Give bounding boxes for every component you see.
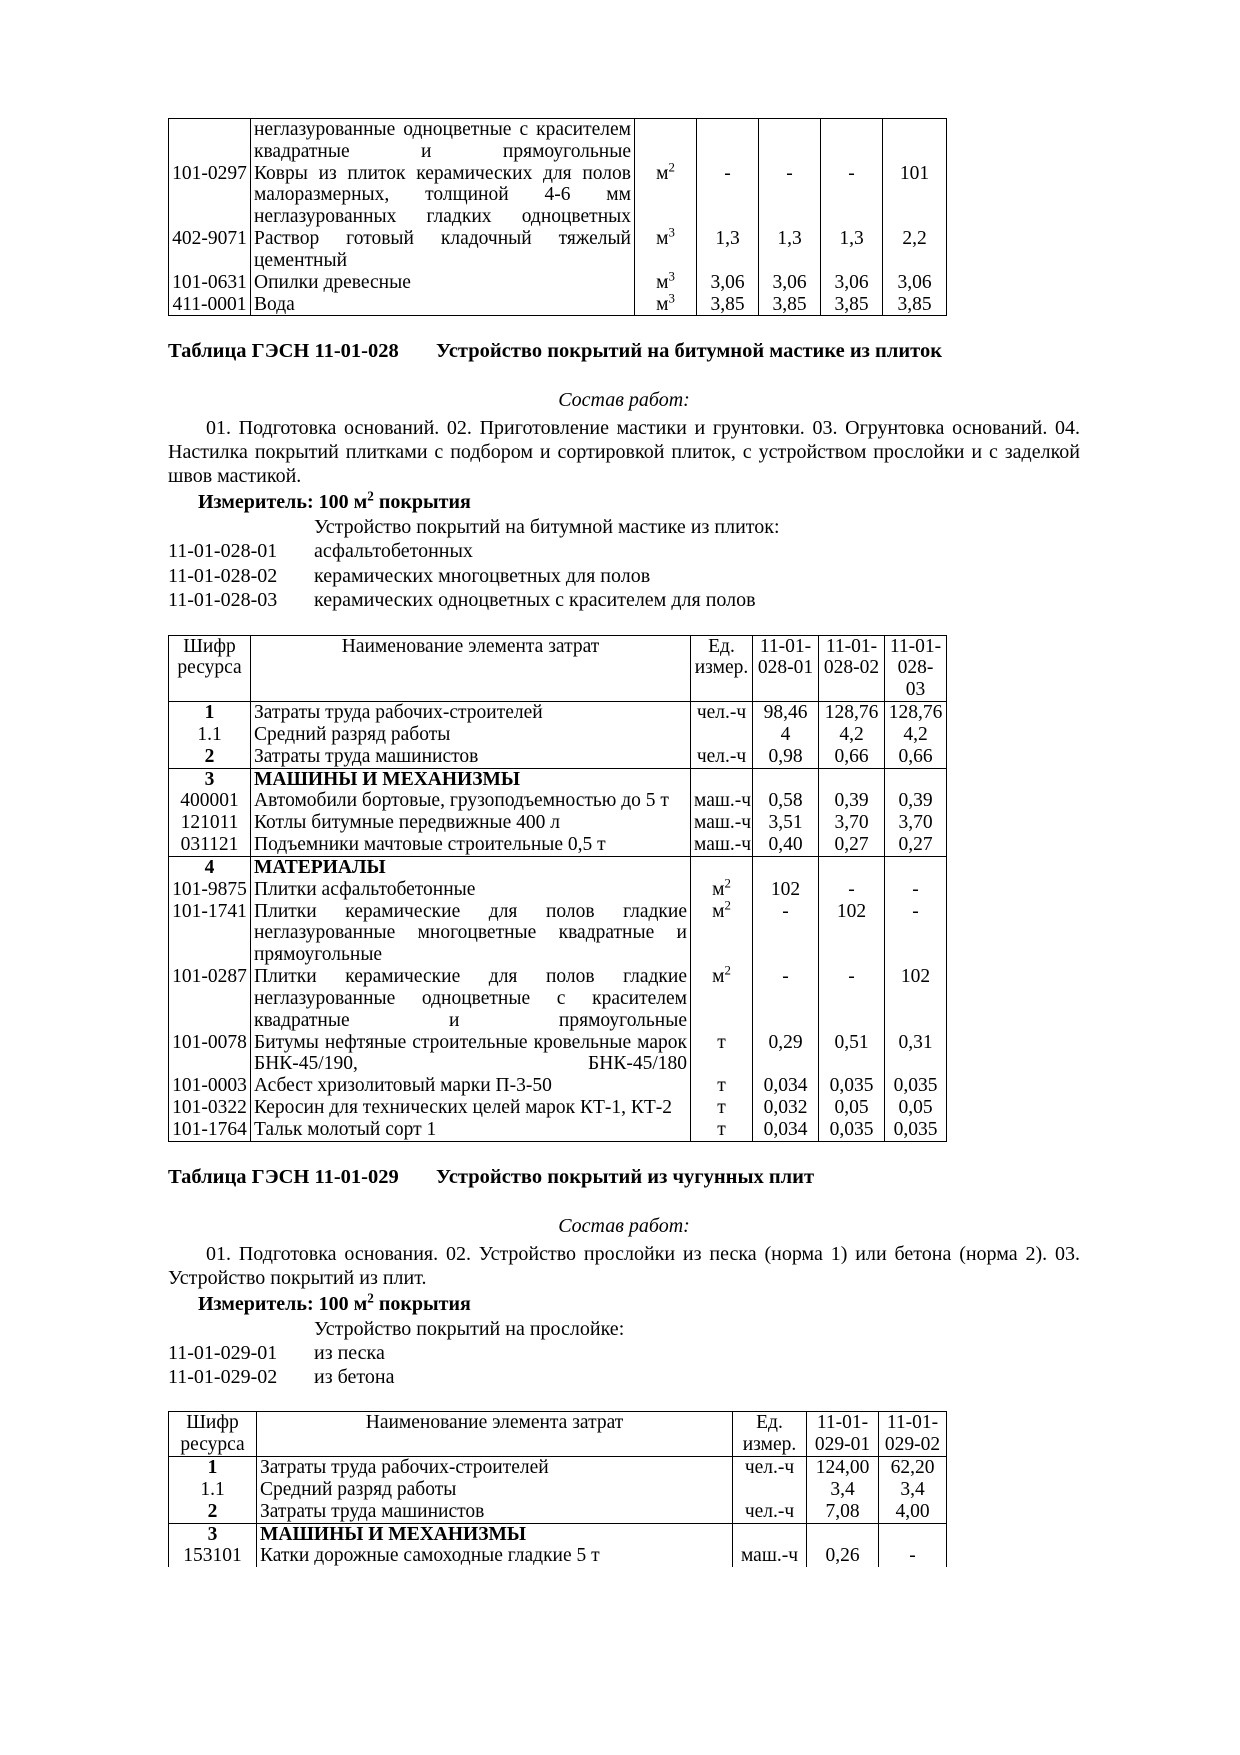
table-section-row — [169, 768, 947, 790]
row-value — [821, 119, 883, 163]
row-unit — [691, 856, 753, 878]
row-value: 4,2 — [819, 724, 885, 746]
row-value: 0,51 — [819, 1032, 885, 1076]
row-value: 1,3 — [697, 228, 759, 272]
row-value: 101 — [883, 163, 947, 228]
row-value — [759, 119, 821, 163]
code-text: асфальтобетонных — [314, 540, 473, 563]
row-name: Средний разряд работы — [257, 1479, 733, 1501]
row-name: Ковры из плиток керамических для полов малоразмерных, толщиной 4-6 мм неглазурованных гладких одноцветных — [251, 163, 635, 228]
table-row — [169, 163, 947, 228]
row-unit: т — [691, 1097, 753, 1119]
row-value: 0,66 — [885, 746, 947, 768]
row-unit: маш.-ч — [691, 790, 753, 812]
row-code: 101-0287 — [169, 966, 251, 1031]
row-name: Плитки керамические для полов гладкие неглазурованные одноцветные с красителем квадратные и прямоугольные — [251, 966, 691, 1031]
table-row — [169, 1097, 947, 1119]
row-value: 102 — [753, 879, 819, 901]
table-row — [169, 746, 947, 768]
row-name: Битумы нефтяные строительные кровельные марок БНК-45/190, БНК-45/180 — [251, 1032, 691, 1076]
code-id: 11-01-028-03 — [168, 589, 278, 612]
row-value: 0,29 — [753, 1032, 819, 1076]
row-code: 411-0001 — [169, 294, 251, 316]
table-row — [169, 702, 947, 724]
row-unit: $м^3$ — [635, 294, 697, 316]
row-value: 1,3 — [821, 228, 883, 272]
section-028-code-line — [168, 588, 1080, 612]
row-value: 128,76 — [819, 702, 885, 724]
row-unit: $м^3$ — [635, 272, 697, 294]
row-value — [697, 119, 759, 163]
row-value: 3,06 — [883, 272, 947, 294]
section-028-title-right: Устройство покрытий на битумной мастике из плиток — [436, 340, 943, 363]
row-code: 101-0078 — [169, 1032, 251, 1076]
row-value: 128,76 — [885, 702, 947, 724]
row-unit: $м^2$ — [691, 966, 753, 1031]
row-value: - — [819, 966, 885, 1031]
row-code: 153101 — [169, 1545, 257, 1567]
section-029-sostav-label: Состав работ: — [558, 1214, 690, 1237]
row-value: 0,39 — [885, 790, 947, 812]
row-value: 3,85 — [697, 294, 759, 316]
table-row — [169, 834, 947, 856]
row-unit: чел.-ч — [733, 1501, 807, 1523]
row-name: Котлы битумные передвижные 400 л — [251, 812, 691, 834]
row-value: 0,27 — [819, 834, 885, 856]
header-cell-unit: Ед. измер. — [691, 635, 753, 701]
row-name: Асбест хризолитовый марки П-3-50 — [251, 1075, 691, 1097]
row-value: - — [753, 901, 819, 966]
row-name: МАШИНЫ И МЕХАНИЗМЫ — [257, 1523, 733, 1545]
row-unit — [733, 1479, 807, 1501]
resource-table-029-body — [169, 1412, 947, 1567]
row-name: Затраты труда машинистов — [257, 1501, 733, 1523]
row-unit — [635, 119, 697, 163]
row-unit — [691, 768, 753, 790]
row-value: - — [759, 163, 821, 228]
row-value — [885, 856, 947, 878]
table-row — [169, 901, 947, 966]
section-029-title-right: Устройство покрытий из чугунных плит — [436, 1165, 815, 1188]
table-row — [169, 294, 947, 316]
row-value: 98,46 — [753, 702, 819, 724]
row-unit: чел.-ч — [691, 746, 753, 768]
section-028-sostav-label: Состав работ: — [558, 389, 690, 412]
table-row — [169, 966, 947, 1031]
row-unit: маш.-ч — [691, 812, 753, 834]
row-value: 3,85 — [821, 294, 883, 316]
row-name: Вода — [251, 294, 635, 316]
table-row — [169, 1501, 947, 1523]
row-value: 0,035 — [819, 1119, 885, 1141]
row-value: 0,035 — [885, 1075, 947, 1097]
row-code: 031121 — [169, 834, 251, 856]
header-cell-norm-1: 11-01- 029-01 — [807, 1412, 879, 1457]
continued-resource-table-body — [169, 119, 947, 316]
row-unit — [733, 1523, 807, 1545]
row-value: 4,2 — [885, 724, 947, 746]
table-row — [169, 1075, 947, 1097]
row-value: 3,06 — [759, 272, 821, 294]
table-row — [169, 812, 947, 834]
row-value: - — [821, 163, 883, 228]
row-name: Затраты труда рабочих-строителей — [251, 702, 691, 724]
row-unit: $м^3$ — [635, 228, 697, 272]
row-code: 1.1 — [169, 1479, 257, 1501]
header-cell-norm-2: 11-01- 029-02 — [879, 1412, 947, 1457]
row-value: 0,032 — [753, 1097, 819, 1119]
row-value: - — [753, 966, 819, 1031]
row-unit: маш.-ч — [691, 834, 753, 856]
table-row — [169, 790, 947, 812]
row-value: 0,66 — [819, 746, 885, 768]
section-028-code-line — [168, 564, 1080, 588]
table-header-row — [169, 635, 947, 701]
row-name: Подъемники мачтовые строительные 0,5 т — [251, 834, 691, 856]
row-value: 3,85 — [883, 294, 947, 316]
row-unit: т — [691, 1075, 753, 1097]
row-value — [753, 856, 819, 878]
section-028-sub-head: Устройство покрытий на битумной мастике из плиток: — [314, 516, 780, 539]
header-cell-name: Наименование элемента затрат — [257, 1412, 733, 1457]
row-unit — [691, 724, 753, 746]
row-code: 2 — [169, 1501, 257, 1523]
code-id: 11-01-028-01 — [168, 540, 278, 563]
row-value: - — [879, 1545, 947, 1567]
table-row — [169, 228, 947, 272]
row-code: 101-0631 — [169, 272, 251, 294]
row-name: Плитки асфальтобетонные — [251, 879, 691, 901]
row-code: 3 — [169, 1523, 257, 1545]
row-unit: чел.-ч — [733, 1457, 807, 1479]
row-value: 7,08 — [807, 1501, 879, 1523]
row-name: Затраты труда рабочих-строителей — [257, 1457, 733, 1479]
row-value: - — [885, 901, 947, 966]
row-value: 4 — [753, 724, 819, 746]
row-value — [753, 768, 819, 790]
row-value: - — [885, 879, 947, 901]
section-029-title — [168, 1166, 1080, 1189]
row-code: 4 — [169, 856, 251, 878]
row-code: 1 — [169, 1457, 257, 1479]
row-value: 0,05 — [885, 1097, 947, 1119]
row-code: 2 — [169, 746, 251, 768]
code-text: керамических многоцветных для полов — [314, 564, 651, 587]
section-028-title — [168, 340, 1080, 363]
row-value: 3,70 — [819, 812, 885, 834]
row-value: 4,00 — [879, 1501, 947, 1523]
row-name: Затраты труда машинистов — [251, 746, 691, 768]
row-value: 0,39 — [819, 790, 885, 812]
row-value: 3,4 — [807, 1479, 879, 1501]
row-code: 121011 — [169, 812, 251, 834]
row-value: 0,31 — [885, 1032, 947, 1076]
header-cell-norm-3: 11-01- 028-03 — [885, 635, 947, 701]
row-code: 402-9071 — [169, 228, 251, 272]
row-value: 0,26 — [807, 1545, 879, 1567]
code-id: 11-01-028-02 — [168, 564, 278, 587]
row-code: 1 — [169, 702, 251, 724]
row-value: 0,27 — [885, 834, 947, 856]
row-code: 101-0003 — [169, 1075, 251, 1097]
section-029-sostav-text: 01. Подготовка основания. 02. Устройство прослойки из песка (норма 1) или бетона (норма 2). 03. Устройство покрытий из плит. — [168, 1242, 1080, 1289]
continued-resource-table — [168, 118, 947, 316]
row-value — [807, 1523, 879, 1545]
row-unit: $м^2$ — [691, 901, 753, 966]
row-value: 3,06 — [697, 272, 759, 294]
table-section-row — [169, 856, 947, 878]
row-value — [879, 1523, 947, 1545]
row-unit: $м^2$ — [691, 879, 753, 901]
row-unit: чел.-ч — [691, 702, 753, 724]
row-value: 0,40 — [753, 834, 819, 856]
row-name: Керосин для технических целей марок КТ-1, КТ-2 — [251, 1097, 691, 1119]
row-value: 3,70 — [885, 812, 947, 834]
row-name: Опилки древесные — [251, 272, 635, 294]
row-code: 400001 — [169, 790, 251, 812]
row-value — [885, 768, 947, 790]
row-value: 62,20 — [879, 1457, 947, 1479]
row-code — [169, 119, 251, 163]
resource-table-028-body — [169, 635, 947, 1141]
code-text: из бетона — [314, 1366, 395, 1389]
resource-table-028 — [168, 635, 947, 1142]
row-name: МАШИНЫ И МЕХАНИЗМЫ — [251, 768, 691, 790]
section-028-code-line — [168, 539, 1080, 563]
section-028-sostav-text: 01. Подготовка оснований. 02. Приготовление мастики и грунтовки. 03. Огрунтовка оснований. 04. Настилка покрытий плитками с подбором и сортировкой плиток, с устройством прослойки и с заделкой швов мастикой. — [168, 417, 1080, 488]
row-value: - — [819, 879, 885, 901]
row-unit: т — [691, 1032, 753, 1076]
section-028-title-left: Таблица ГЭСН 11-01-028 — [168, 340, 399, 363]
row-value: 3,4 — [879, 1479, 947, 1501]
row-name: Средний разряд работы — [251, 724, 691, 746]
row-code: 101-1741 — [169, 901, 251, 966]
row-value: 102 — [819, 901, 885, 966]
section-029-code-line — [168, 1341, 1080, 1365]
row-code: 1.1 — [169, 724, 251, 746]
row-code: 101-0322 — [169, 1097, 251, 1119]
row-value — [819, 768, 885, 790]
header-cell-code: Шифр ресурса — [169, 635, 251, 701]
table-row — [169, 879, 947, 901]
row-unit: $м^2$ — [635, 163, 697, 228]
row-value: 3,06 — [821, 272, 883, 294]
row-name: Тальк молотый сорт 1 — [251, 1119, 691, 1141]
row-value — [883, 119, 947, 163]
table-row — [169, 1119, 947, 1141]
row-value: 0,035 — [885, 1119, 947, 1141]
header-cell-code: Шифр ресурса — [169, 1412, 257, 1457]
row-name: Раствор готовый кладочный тяжелый цементный — [251, 228, 635, 272]
row-code: 101-9875 — [169, 879, 251, 901]
table-row — [169, 1032, 947, 1076]
table-row — [169, 1545, 947, 1567]
row-code: 101-0297 — [169, 163, 251, 228]
header-cell-norm-2: 11-01- 028-02 — [819, 635, 885, 701]
code-id: 11-01-029-02 — [168, 1366, 278, 1389]
row-value: 0,034 — [753, 1075, 819, 1097]
table-row — [169, 1479, 947, 1501]
row-value: 0,034 — [753, 1119, 819, 1141]
section-029-title-left: Таблица ГЭСН 11-01-029 — [168, 1165, 399, 1188]
row-value: 2,2 — [883, 228, 947, 272]
resource-table-029 — [168, 1411, 947, 1567]
row-code: 3 — [169, 768, 251, 790]
row-name: МАТЕРИАЛЫ — [251, 856, 691, 878]
header-cell-norm-1: 11-01- 028-01 — [753, 635, 819, 701]
table-row — [169, 119, 947, 163]
section-029-izmeritel: Измеритель: 100 $м^2$ покрытия — [198, 1290, 471, 1315]
row-value: 3,51 — [753, 812, 819, 834]
table-section-row — [169, 1523, 947, 1545]
row-value: 0,58 — [753, 790, 819, 812]
row-name: Катки дорожные самоходные гладкие 5 т — [257, 1545, 733, 1567]
row-value: 3,85 — [759, 294, 821, 316]
section-029-sub-head: Устройство покрытий на прослойке: — [314, 1317, 625, 1340]
row-value: 0,035 — [819, 1075, 885, 1097]
code-id: 11-01-029-01 — [168, 1341, 278, 1364]
header-cell-name: Наименование элемента затрат — [251, 635, 691, 701]
row-name: Плитки керамические для полов гладкие неглазурованные многоцветные квадратные и прямоугольные — [251, 901, 691, 966]
row-value: 0,98 — [753, 746, 819, 768]
code-text: керамических одноцветных с красителем для полов — [314, 589, 756, 612]
row-value: 102 — [885, 966, 947, 1031]
row-name: неглазурованные одноцветные с красителем квадратные и прямоугольные — [251, 119, 635, 163]
header-cell-unit: Ед. измер. — [733, 1412, 807, 1457]
row-unit: маш.-ч — [733, 1545, 807, 1567]
row-value: 0,05 — [819, 1097, 885, 1119]
row-value: 124,00 — [807, 1457, 879, 1479]
table-row — [169, 272, 947, 294]
row-value — [819, 856, 885, 878]
row-value: - — [697, 163, 759, 228]
section-028-izmeritel: Измеритель: 100 $м^2$ покрытия — [198, 488, 471, 514]
code-text: из песка — [314, 1341, 385, 1364]
table-header-row — [169, 1412, 947, 1457]
section-029-code-line — [168, 1365, 1080, 1389]
row-value: 1,3 — [759, 228, 821, 272]
table-row — [169, 1457, 947, 1479]
row-unit: т — [691, 1119, 753, 1141]
row-code: 101-1764 — [169, 1119, 251, 1141]
row-name: Автомобили бортовые, грузоподъемностью до 5 т — [251, 790, 691, 812]
table-row — [169, 724, 947, 746]
